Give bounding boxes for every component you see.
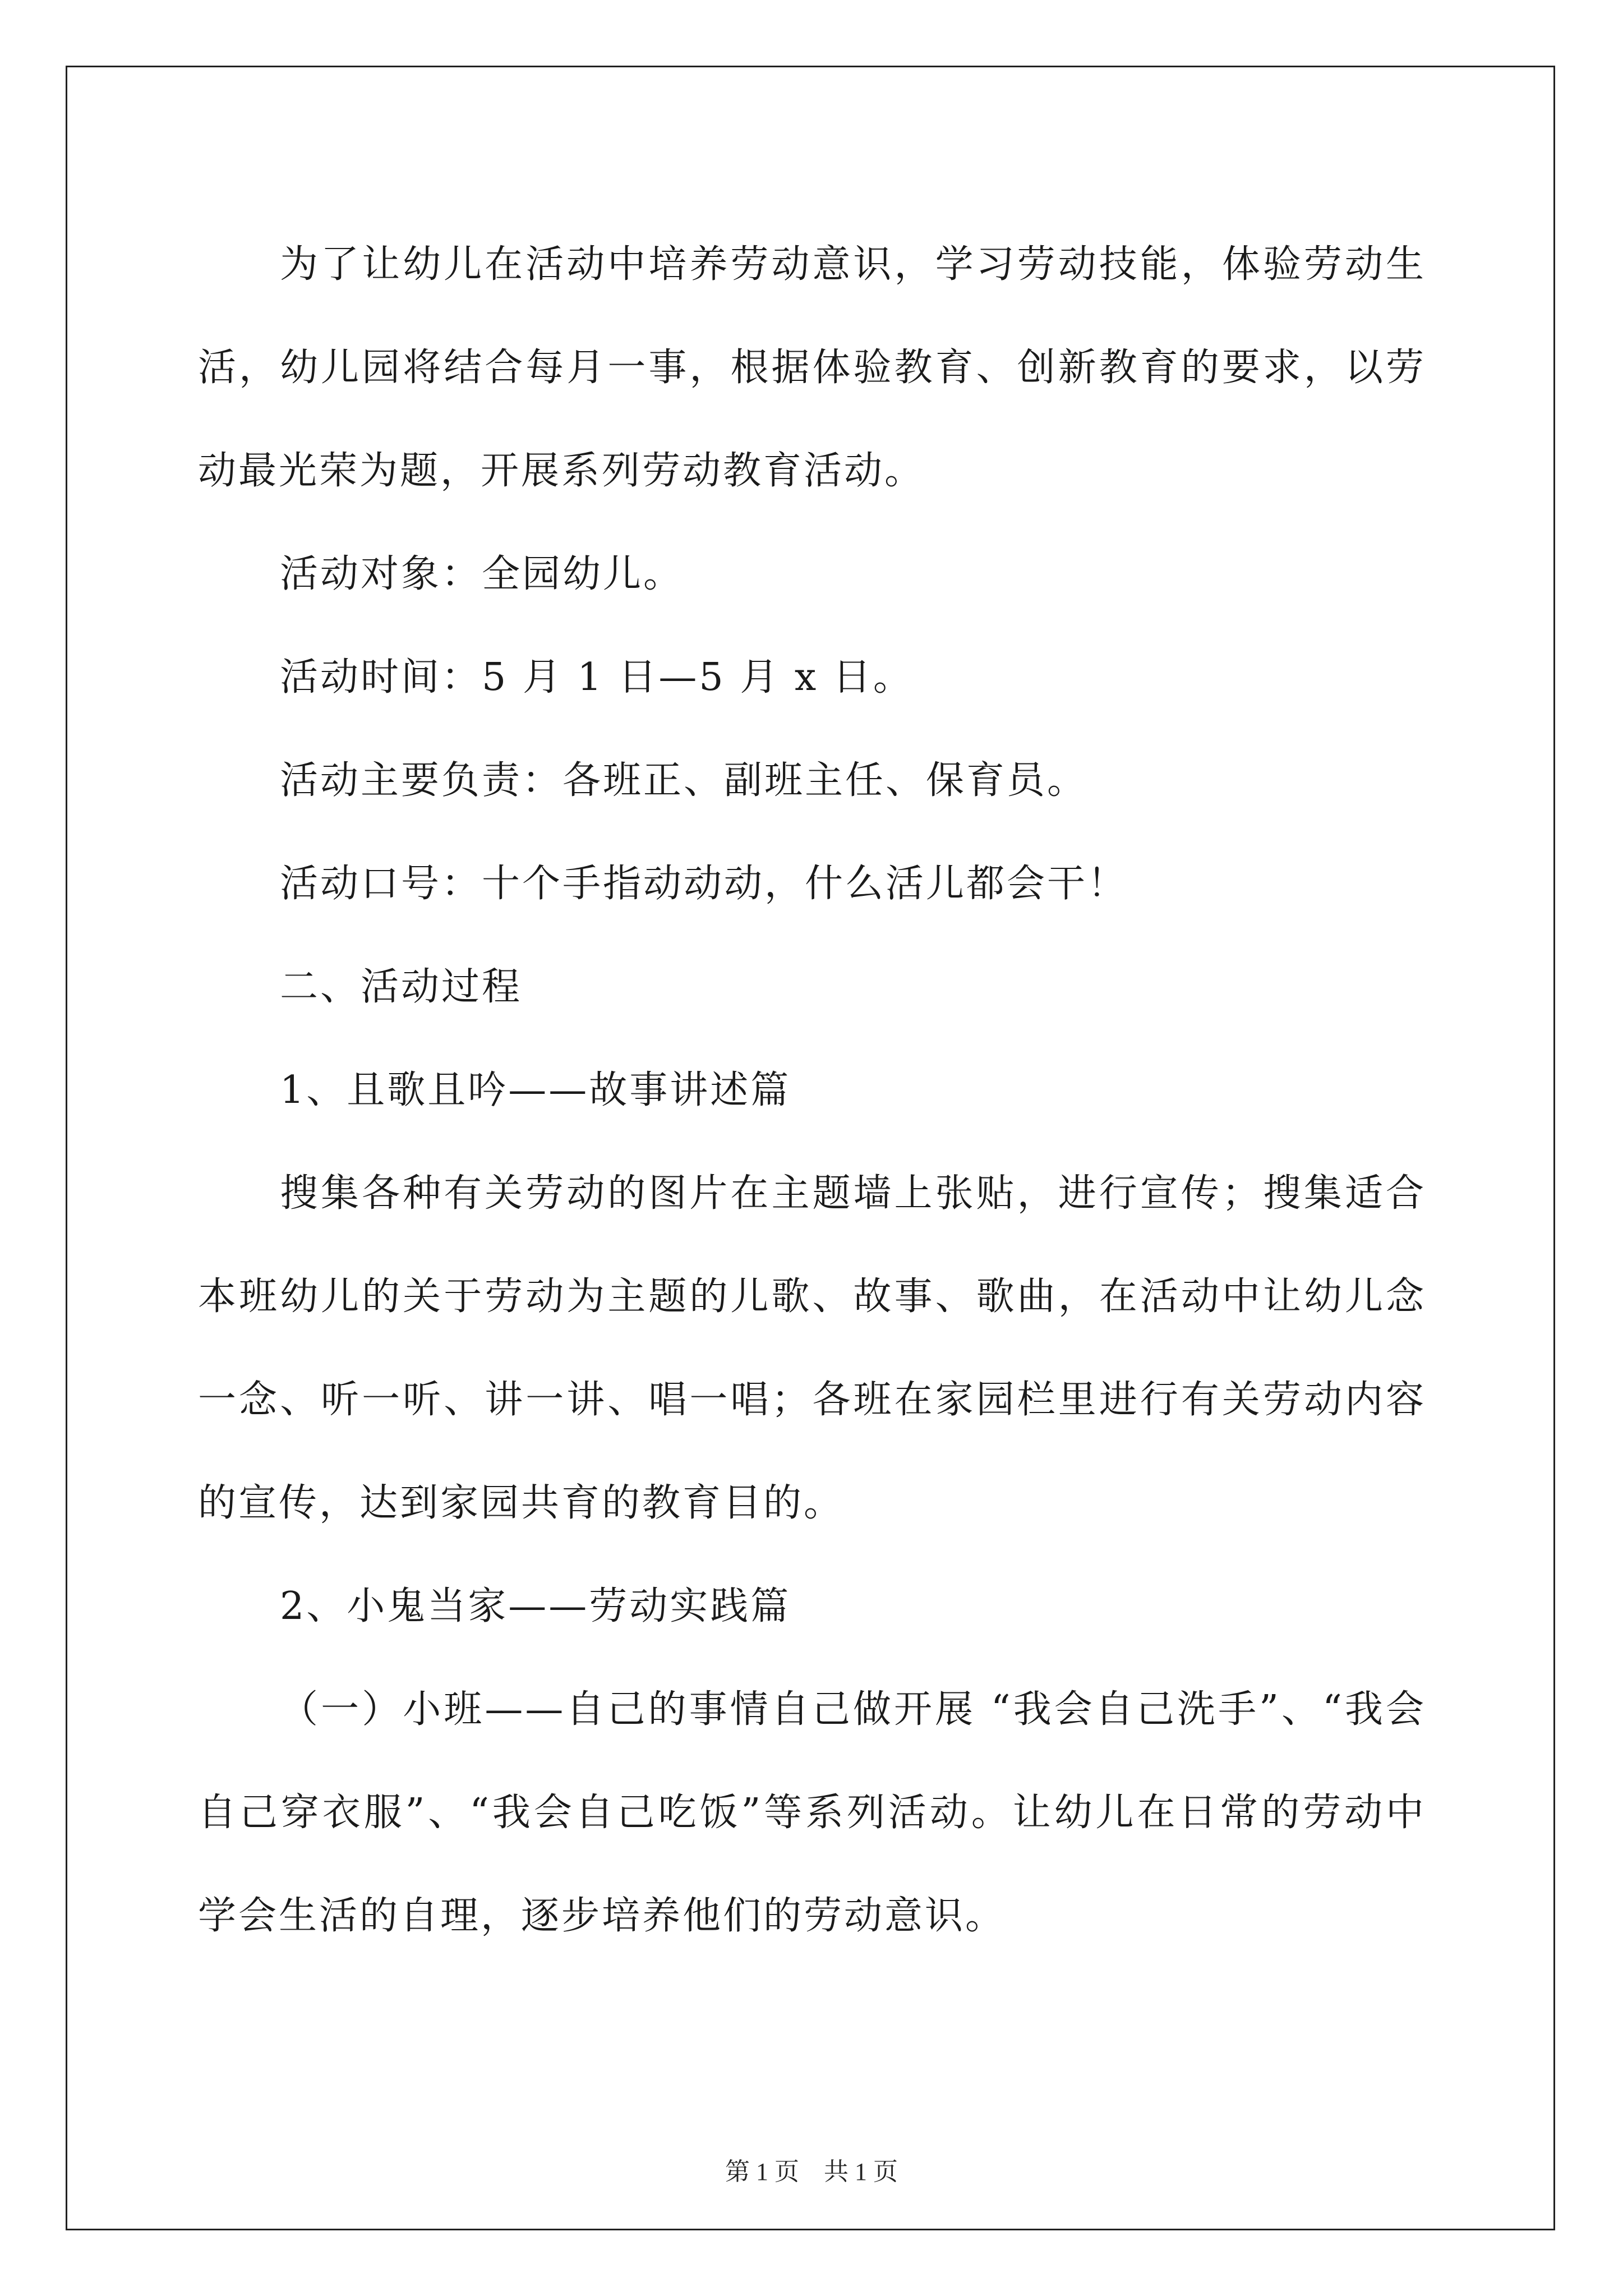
activity-target: 活动对象：全园幼儿。: [280, 552, 684, 596]
activity-time: 活动时间：5 月 1 日—5 月 x 日。: [280, 655, 914, 700]
document-body: [198, 213, 1426, 1968]
small-class-paragraph: （一）小班——自己的事情自己做开展 “我会自己洗手”、“我会自己穿衣服”、“我会自己吃饭”等系列活动。让幼儿在日常的劳动中学会生活的自理，逐步培养他们的劳动意识。: [198, 1687, 1426, 1938]
intro-paragraph: 为了让幼儿在活动中培养劳动意识，学习劳动技能，体验劳动生活，幼儿园将结合每月一事，根据体验教育、创新教育的要求，以劳动最光荣为题，开展系列劳动教育活动。: [198, 242, 1426, 493]
activity-slogan: 活动口号：十个手指动动动，什么活儿都会干！: [280, 862, 1128, 906]
subheading-practice: 2、小鬼当家——劳动实践篇: [280, 1584, 791, 1628]
story-paragraph: 搜集各种有关劳动的图片在主题墙上张贴，进行宣传；搜集适合本班幼儿的关于劳动为主题的儿歌、故事、歌曲，在活动中让幼儿念一念、听一听、讲一讲、唱一唱；各班在家园栏里进行有关劳动内容的宣传，达到家园共育的教育目的。: [198, 1171, 1426, 1525]
subheading-story: 1、且歌且吟——故事讲述篇: [280, 1068, 791, 1112]
section-heading-process: 二、活动过程: [280, 965, 523, 1009]
page-number-footer: 第 1 页 共 1 页: [725, 2158, 898, 2185]
activity-responsible: 活动主要负责：各班正、副班主任、保育员。: [280, 758, 1088, 803]
